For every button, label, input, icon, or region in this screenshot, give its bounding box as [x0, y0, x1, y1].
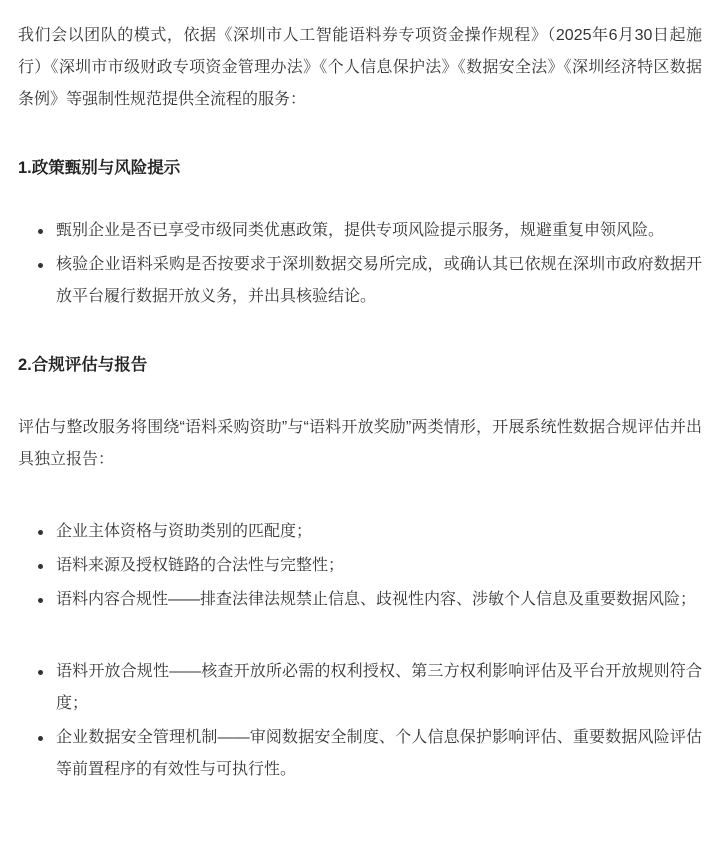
list-item: [38, 550, 702, 582]
section-2-bullet-list-a: [18, 516, 702, 616]
section-2-intro-paragraph: 评估与整改服务将围绕“语料采购资助”与“语料开放奖励”两类情形，开展系统性数据合规评估并出具独立报告：: [18, 418, 702, 468]
list-item: [38, 584, 702, 616]
list-item: [38, 215, 702, 247]
list-item-text: 甄别企业是否已享受市级同类优惠政策，提供专项风险提示服务，规避重复申领风险。: [56, 221, 665, 239]
section-1-bullet-list: [18, 215, 702, 313]
bullet-icon: [38, 263, 43, 268]
section-1-heading: 1.政策甄别与风险提示: [18, 159, 181, 177]
list-item: [38, 516, 702, 548]
list-item-text: 语料开放合规性——核查开放所必需的权利授权、第三方权利影响评估及平台开放规则符合度；: [56, 662, 702, 712]
list-item: [38, 249, 702, 313]
list-item: [38, 656, 702, 720]
list-item-text: 企业数据安全管理机制——审阅数据安全制度、个人信息保护影响评估、重要数据风险评估等前置程序的有效性与可执行性。: [56, 728, 702, 778]
list-item: [38, 722, 702, 786]
list-item-text: 语料内容合规性——排查法律法规禁止信息、歧视性内容、涉敏个人信息及重要数据风险；: [56, 590, 697, 608]
bullet-icon: [38, 736, 43, 741]
list-item-text: 企业主体资格与资助类别的匹配度；: [56, 522, 313, 540]
section-2-heading: 2.合规评估与报告: [18, 355, 148, 374]
bullet-icon: [38, 598, 43, 603]
list-item-text: 语料来源及授权链路的合法性与完整性；: [56, 556, 345, 574]
bullet-icon: [38, 564, 43, 569]
list-item-text: 核验企业语料采购是否按要求于深圳数据交易所完成，或确认其已依规在深圳市政府数据开放平台履行数据开放义务，并出具核验结论。: [56, 255, 702, 305]
intro-paragraph: 我们会以团队的模式，依据《深圳市人工智能语料券专项资金操作规程》（2025年6月30日起施行）《深圳市市级财政专项资金管理办法》《个人信息保护法》《数据安全法》《深圳经济特区数据条例》等强制性规范提供全流程的服务：: [18, 27, 702, 108]
bullet-icon: [38, 530, 43, 535]
bullet-icon: [38, 229, 43, 234]
bullet-icon: [38, 670, 43, 675]
section-2-bullet-list-b: [18, 656, 702, 786]
